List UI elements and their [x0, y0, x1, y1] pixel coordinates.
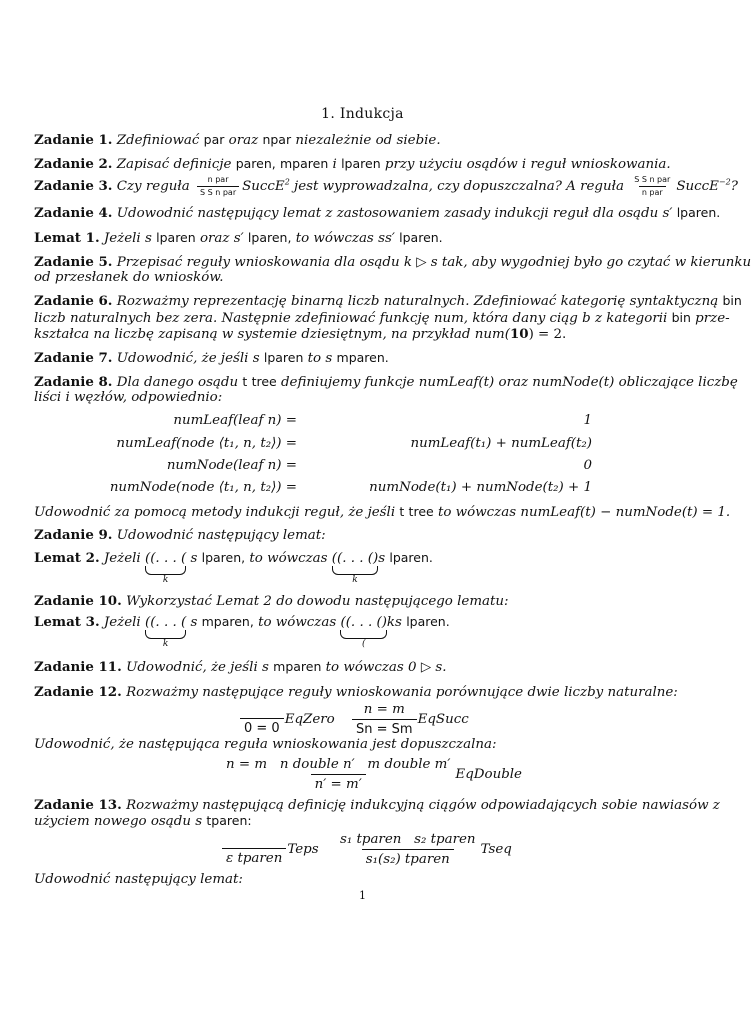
task-5-line-2: od przesłanek do wniosków.: [34, 270, 224, 285]
task-label: Zadanie 4.: [34, 205, 113, 221]
underbrace-4: ((. . . () (: [340, 615, 387, 649]
equation-1-lhs: numLeaf(leaf n) =: [173, 413, 297, 428]
task-label: Zadanie 13.: [34, 797, 122, 813]
task-label: Zadanie 10.: [34, 593, 122, 609]
task-6-line-3: kształca na liczbę zapisaną w systemie dziesiętnym, na przykład num(10) = 2.: [34, 326, 567, 342]
underbrace-2: ((. . . () k: [331, 551, 379, 585]
task-13-line-2: użyciem nowego osądu s tparen:: [34, 813, 252, 829]
task-13: Zadanie 13. Rozważmy następującą definicję indukcyjną ciągów odpowiadających sobie nawiasów z: [34, 797, 720, 813]
equation-3-rhs: 0: [583, 458, 592, 473]
task-6-line-2: liczb naturalnych bez zera. Następnie zdefiniować funkcję num, która dany ciąg b z kategorii bin prze-: [34, 310, 730, 326]
equation-2-lhs: numLeaf(node ⟨t₁, n, t₂⟩) =: [116, 436, 297, 451]
task-label: Zadanie 7.: [34, 350, 113, 366]
rule-teps: ε tparen Teps: [222, 832, 319, 866]
lemma-label: Lemat 1.: [34, 230, 100, 246]
underbrace-1: ((. . . ( k: [144, 551, 187, 585]
lemma-1: Lemat 1. Jeżeli s lparen oraz s′ lparen, to wówczas ss′ lparen.: [34, 230, 443, 246]
task-label: Zadanie 1.: [34, 132, 113, 148]
task-label: Zadanie 9.: [34, 527, 113, 543]
underbrace-3: ((. . . ( k: [144, 615, 187, 649]
task-9: Zadanie 9. Udowodnić następujący lemat:: [34, 527, 326, 543]
rule-fraction-1: $\frac{\text{n par}}{\text{S S n par}}$: [197, 176, 239, 197]
task-5: Zadanie 5. Przepisać reguły wnioskowania dla osądu k ▷ s tak, aby wygodniej było go czytać w kierunku: [34, 254, 751, 270]
page-number: 1: [359, 889, 366, 902]
equation-4-rhs: numNode(t₁) + numNode(t₂) + 1: [369, 480, 592, 495]
task-10: Zadanie 10. Wykorzystać Lemat 2 do dowodu następującego lematu:: [34, 593, 509, 609]
equation-3-lhs: numNode(leaf n) =: [166, 458, 297, 473]
rule-eqdouble: n = m n double n′ m double m′ n′ = m′ EqDouble: [226, 757, 522, 792]
task-12-question: Udowodnić, że następująca reguła wnioskowania jest dopuszczalna:: [34, 737, 497, 752]
task-1: Zadanie 1. Zdefiniować par oraz npar niezależnie od siebie.: [34, 132, 441, 148]
task-3: Zadanie 3. Czy reguła $\frac{\text{n par}}{\text{S S n par}}$ SuccE$^2$ jest wyprowadzalna, czy dopuszczalna? A reguła $\frac{\text{S S n par}}{\text{n par}}$ SuccE$^{-2}$?: [34, 175, 738, 197]
equation-4-lhs: numNode(node ⟨t₁, n, t₂⟩) =: [109, 480, 297, 495]
task-label: Zadanie 11.: [34, 659, 122, 675]
task-8-conclusion: Udowodnić za pomocą metody indukcji reguł, że jeśli t tree to wówczas numLeaf(t) − numNode(t) = 1.: [34, 504, 731, 520]
rule-eqsucc: n = m Sn = Sm EqSucc: [352, 702, 469, 737]
task-8: Zadanie 8. Dla danego osądu t tree definiujemy funkcje numLeaf(t) oraz numNode(t) obliczające liczbę: [34, 374, 738, 390]
section-title: 1. Indukcja: [321, 106, 404, 122]
equation-1-rhs: 1: [583, 413, 592, 428]
task-8-line-2: liści i węzłów, odpowiednio:: [34, 390, 223, 405]
task-4: Zadanie 4. Udowodnić następujący lemat z zastosowaniem zasady indukcji reguł dla osądu s′ lparen.: [34, 205, 721, 221]
task-label: Zadanie 8.: [34, 374, 113, 390]
rule-fraction-2: $\frac{\text{S S n par}}{\text{n par}}$: [634, 175, 671, 197]
lemma-label: Lemat 3.: [34, 614, 100, 630]
task-13-prove: Udowodnić następujący lemat:: [34, 872, 243, 887]
task-label: Zadanie 5.: [34, 254, 113, 270]
task-2: Zadanie 2. Zapisać definicje paren, mparen i lparen przy użyciu osądów i reguł wnioskowania.: [34, 156, 671, 172]
task-label: Zadanie 2.: [34, 156, 113, 172]
task-label: Zadanie 3.: [34, 178, 113, 194]
task-7: Zadanie 7. Udowodnić, że jeśli s lparen to s mparen.: [34, 350, 389, 366]
task-6: Zadanie 6. Rozważmy reprezentację binarną liczb naturalnych. Zdefiniować kategorię syntaktyczną bin: [34, 293, 742, 309]
task-label: Zadanie 6.: [34, 293, 113, 309]
task-11: Zadanie 11. Udowodnić, że jeśli s mparen to wówczas 0 ▷ s.: [34, 659, 447, 675]
rule-tseq: s₁ tparen s₂ tparen s₁(s₂) tparen Tseq: [340, 832, 512, 867]
task-label: Zadanie 12.: [34, 684, 122, 700]
lemma-3: Lemat 3. Jeżeli ((. . . ( k s mparen, to wówczas ((. . . () ( ks lparen.: [34, 614, 450, 649]
equation-2-rhs: numLeaf(t₁) + numLeaf(t₂): [410, 436, 592, 451]
lemma-label: Lemat 2.: [34, 550, 100, 566]
rule-eqzero: 0 = 0 EqZero: [240, 702, 335, 736]
task-12: Zadanie 12. Rozważmy następujące reguły wnioskowania porównujące dwie liczby naturalne:: [34, 684, 678, 700]
lemma-2: Lemat 2. Jeżeli ((. . . ( k s lparen, to wówczas ((. . . () k s lparen.: [34, 550, 433, 585]
